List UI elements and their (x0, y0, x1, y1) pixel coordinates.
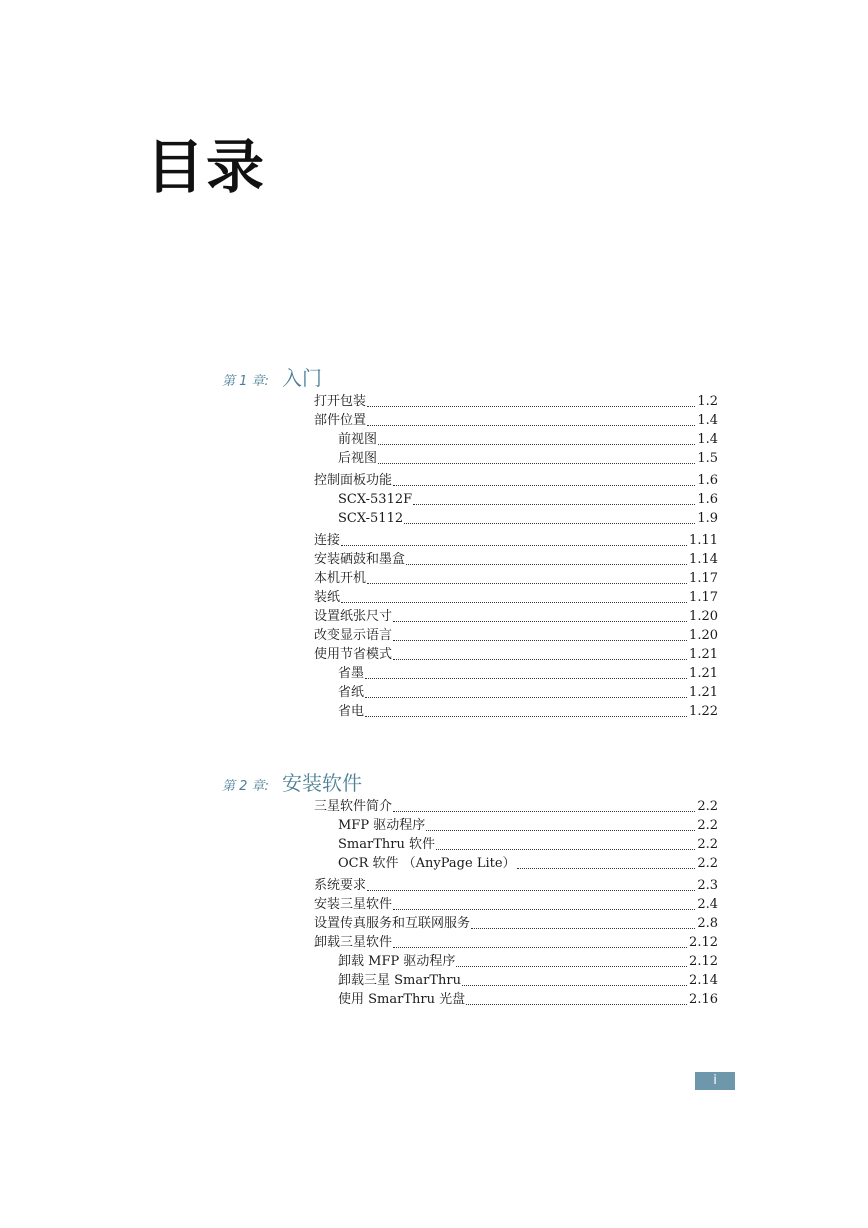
toc-subentry[interactable] (314, 430, 718, 449)
toc-entry-text: 打开包装 (314, 394, 367, 409)
dot-leader (341, 601, 687, 603)
toc-entry[interactable] (314, 550, 718, 569)
toc-entry-text: 安装硒鼓和墨盒 (314, 552, 406, 567)
toc-subentry[interactable] (314, 449, 718, 468)
toc-page-number: 2.12 (689, 954, 718, 969)
toc-page-number: 1.22 (689, 704, 718, 719)
dot-leader (365, 677, 687, 679)
toc-entry-text: 装纸 (314, 590, 341, 605)
toc-entry-text: MFP 驱动程序 (338, 818, 426, 833)
toc-entry[interactable] (314, 588, 718, 607)
chapter-1 (222, 362, 722, 719)
toc-entry-text: 安装三星软件 (314, 897, 393, 912)
toc-entry[interactable] (314, 797, 718, 816)
toc-entry[interactable] (314, 914, 718, 933)
toc-page-number: 2.4 (697, 897, 718, 912)
toc-entry-text: 省电 (338, 704, 365, 719)
dot-leader (517, 867, 696, 869)
toc-entry[interactable] (314, 645, 718, 664)
dot-leader (393, 810, 695, 812)
toc-entry[interactable] (314, 471, 718, 490)
toc-page-number: 1.4 (697, 432, 718, 447)
toc-page-number: 2.8 (697, 916, 718, 931)
dot-leader (393, 639, 687, 641)
toc-page-number: 1.5 (697, 451, 718, 466)
toc-entry-text: 卸载三星软件 (314, 935, 393, 950)
toc-page-number: 2.3 (697, 878, 718, 893)
dot-leader (466, 1003, 687, 1005)
toc-subentry[interactable] (314, 816, 718, 835)
toc-subentry[interactable] (314, 664, 718, 683)
toc-entry-text: SmarThru 软件 (338, 837, 435, 852)
toc-entry[interactable] (314, 895, 718, 914)
toc-entry-text: SCX-5312F (338, 492, 413, 507)
dot-leader (426, 829, 695, 831)
page-title: 目录 (146, 133, 267, 201)
toc-subentry[interactable] (314, 971, 718, 990)
toc-subentry[interactable] (314, 509, 718, 528)
toc-entry-text: 设置纸张尺寸 (314, 609, 393, 624)
page-number-badge: i (695, 1072, 735, 1090)
dot-leader (378, 462, 695, 464)
dot-leader (367, 405, 695, 407)
dot-leader (393, 484, 695, 486)
dot-leader (367, 424, 695, 426)
dot-leader (471, 927, 695, 929)
toc-entry-text: 部件位置 (314, 413, 367, 428)
toc-page-number: 2.14 (689, 973, 718, 988)
toc-entry-text: 设置传真服务和互联网服务 (314, 916, 471, 931)
dot-leader (378, 443, 695, 445)
dot-leader (406, 563, 687, 565)
toc-subentry[interactable] (314, 490, 718, 509)
toc-page-number: 1.21 (689, 647, 718, 662)
toc-page-number: 1.20 (689, 628, 718, 643)
chapter-title: 入门 (282, 366, 322, 390)
toc-subentry[interactable] (314, 952, 718, 971)
toc-entry-text: 卸载 MFP 驱动程序 (338, 954, 456, 969)
toc-page-number: 1.6 (697, 473, 718, 488)
chapter-number-label: 第 1 章: (222, 374, 269, 389)
toc-subentry[interactable] (314, 683, 718, 702)
toc-page-number: 1.14 (689, 552, 718, 567)
toc-entry[interactable] (314, 392, 718, 411)
toc-subentry[interactable] (314, 854, 718, 873)
toc-page-number: 2.2 (697, 856, 718, 871)
toc-entry-text: 使用节省模式 (314, 647, 393, 662)
dot-leader (393, 658, 687, 660)
dot-leader (341, 544, 687, 546)
dot-leader (436, 848, 695, 850)
toc-page-number: 1.2 (697, 394, 718, 409)
toc-subentry[interactable] (314, 835, 718, 854)
chapter-number-label: 第 2 章: (222, 779, 269, 794)
toc-entry-text: OCR 软件 （AnyPage Lite） (338, 856, 516, 871)
toc-page-number: 1.21 (689, 666, 718, 681)
dot-leader (367, 889, 695, 891)
toc-page-number: 2.2 (697, 818, 718, 833)
toc-page-number: 2.12 (689, 935, 718, 950)
toc-page-number: 1.6 (697, 492, 718, 507)
toc-page-number: 1.20 (689, 609, 718, 624)
toc-page-number: 1.11 (689, 533, 718, 548)
toc-entry[interactable] (314, 933, 718, 952)
toc-entry-text: 前视图 (338, 432, 378, 447)
toc-page-number: 1.9 (697, 511, 718, 526)
toc-entry-text: 使用 SmarThru 光盘 (338, 992, 466, 1007)
chapter-heading (222, 362, 722, 392)
dot-leader (393, 620, 687, 622)
toc-entry-text: 连接 (314, 533, 341, 548)
toc-list (314, 797, 718, 1009)
toc-page-number: 1.17 (689, 590, 718, 605)
chapter-title: 安装软件 (282, 771, 362, 795)
toc-entry[interactable] (314, 607, 718, 626)
toc-page-number: 1.21 (689, 685, 718, 700)
toc-page-number: 2.16 (689, 992, 718, 1007)
dot-leader (404, 522, 695, 524)
dot-leader (393, 908, 695, 910)
toc-entry-text: 三星软件简介 (314, 799, 393, 814)
toc-entry[interactable] (314, 411, 718, 430)
dot-leader (413, 503, 695, 505)
toc-entry-text: 卸载三星 SmarThru (338, 973, 461, 988)
toc-entry-text: 省墨 (338, 666, 365, 681)
toc-page-number: 2.2 (697, 837, 718, 852)
dot-leader (367, 582, 687, 584)
toc-entry-text: SCX-5112 (338, 511, 404, 526)
toc-page-number: 2.2 (697, 799, 718, 814)
toc-entry-text: 省纸 (338, 685, 365, 700)
toc-entry[interactable] (314, 569, 718, 588)
chapter-2 (222, 767, 722, 1007)
dot-leader (365, 715, 687, 717)
toc-subentry[interactable] (314, 990, 718, 1009)
dot-leader (456, 965, 687, 967)
toc-entry-text: 系统要求 (314, 878, 367, 893)
toc-entry-text: 本机开机 (314, 571, 367, 586)
toc-entry-text: 后视图 (338, 451, 378, 466)
toc-entry[interactable] (314, 531, 718, 550)
toc-entry[interactable] (314, 626, 718, 645)
toc-entry-text: 改变显示语言 (314, 628, 393, 643)
dot-leader (462, 984, 687, 986)
toc-page-number: 1.17 (689, 571, 718, 586)
toc-entry-text: 控制面板功能 (314, 473, 393, 488)
toc-entry[interactable] (314, 876, 718, 895)
toc-subentry[interactable] (314, 702, 718, 721)
dot-leader (365, 696, 687, 698)
chapter-heading (222, 767, 722, 797)
toc-list (314, 392, 718, 721)
toc-page-number: 1.4 (697, 413, 718, 428)
dot-leader (393, 946, 687, 948)
